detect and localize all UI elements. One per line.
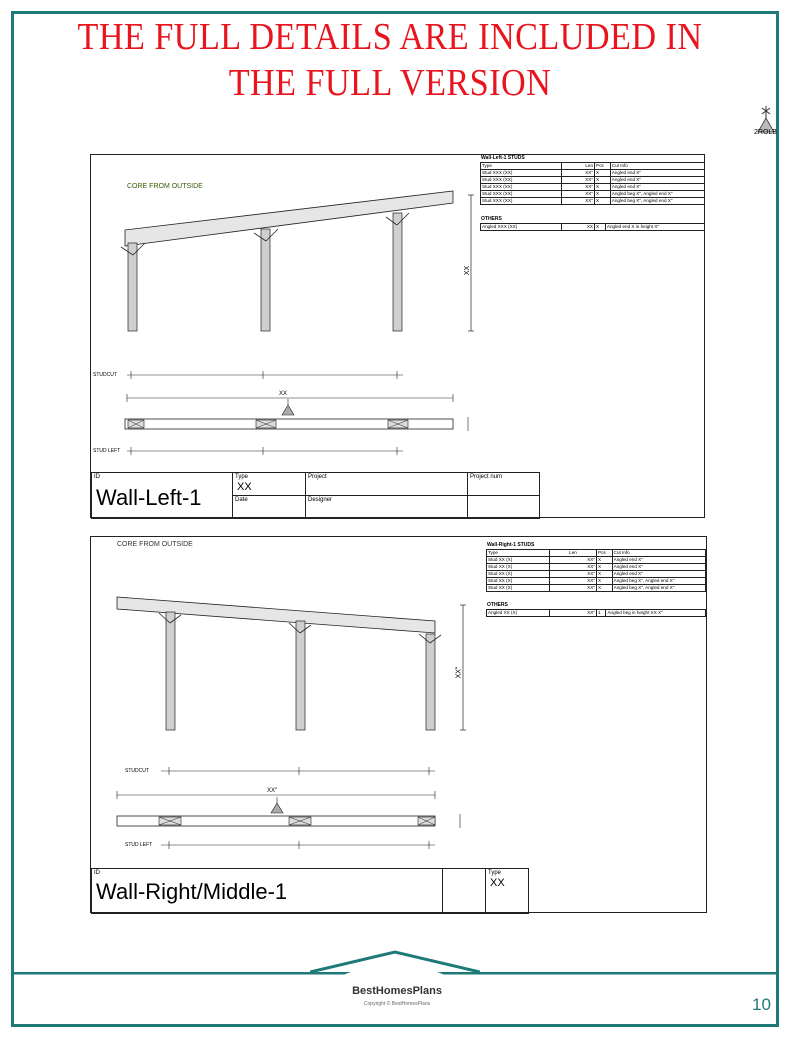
others-title: OTHERS — [481, 216, 502, 222]
cut-list-header-row — [487, 550, 706, 557]
height-dimension: XX" — [455, 666, 463, 679]
table-row — [481, 198, 705, 205]
copyright: Copyright © BestHomesPlans — [363, 1001, 431, 1007]
date-label: Date — [235, 497, 248, 503]
cell: X — [595, 224, 606, 231]
cell: Angled XXX (XX) — [481, 224, 562, 231]
title-block-id — [91, 472, 233, 519]
cell: Angled beg X", Angled end X" — [612, 578, 705, 585]
title-block-type — [485, 868, 529, 914]
cell: Stud XXX (XX) — [481, 177, 562, 184]
cell: Stud XXX (XX) — [481, 170, 562, 177]
wall-type: XX — [237, 481, 252, 493]
others-table — [480, 223, 705, 231]
cut-header-pcs: Pcs — [595, 163, 611, 170]
table-row — [487, 578, 706, 585]
cell: Angled XX (X) — [487, 610, 550, 617]
cell: XX" — [562, 191, 595, 198]
cell: X — [595, 170, 611, 177]
cell: X — [597, 585, 613, 592]
cell: Angled end X" — [610, 170, 704, 177]
wall-left-drawing — [91, 155, 706, 519]
cell: Angled end X in height X" — [605, 224, 704, 231]
cut-header-len: Len — [550, 550, 597, 557]
cut-header-type: Type — [487, 550, 550, 557]
cell: Stud XX (X) — [487, 578, 550, 585]
drawing-sheet-wall-right — [90, 536, 707, 913]
cell: Angled beg X", Angled end X" — [612, 585, 705, 592]
cut-header-type: Type — [481, 163, 562, 170]
type-label: Type — [488, 870, 502, 876]
cell: Stud XXX (XX) — [481, 198, 562, 205]
north-label: 2ROLB — [754, 129, 777, 136]
height-dimension: XX — [464, 265, 472, 276]
table-row — [487, 571, 706, 578]
title-block-date — [232, 495, 306, 519]
cut-list-title: Wall-Left-1 STUDS — [481, 155, 525, 161]
title-block-id — [91, 868, 443, 914]
wall-id: Wall-Left-1 — [96, 485, 202, 510]
cell: XX" — [550, 571, 597, 578]
table-row — [487, 564, 706, 571]
preview-banner — [75, 14, 705, 106]
cell: X — [595, 191, 611, 198]
table-row — [481, 224, 705, 231]
title-block-type — [232, 472, 306, 496]
stud-left-label: STUD LEFT — [93, 448, 121, 454]
table-row — [481, 170, 705, 177]
cell: XX" — [550, 610, 597, 617]
cell: Angled end X" — [610, 177, 704, 184]
designer-label: Designer — [308, 497, 333, 503]
page-number: 10 — [752, 995, 771, 1014]
table-row — [487, 610, 706, 617]
cell: Angled beg X", Angled end X" — [610, 191, 704, 198]
cell: Stud XX (X) — [487, 564, 550, 571]
title-block-projectnum — [467, 472, 540, 496]
banner-line-1: THE FULL DETAILS ARE INCLUDED IN — [77, 16, 703, 58]
title-block-project — [305, 472, 468, 496]
cell: Angled end X" — [612, 564, 705, 571]
cell: XX" — [562, 170, 595, 177]
cut-list-table — [486, 549, 706, 592]
studcut-label: STUDCUT — [93, 372, 117, 378]
cut-list-header-row — [481, 163, 705, 170]
footer-peak — [310, 950, 480, 976]
cut-list-table — [480, 162, 705, 205]
title-block-blank — [442, 868, 486, 914]
cut-list-title: Wall-Right-1 STUDS — [487, 542, 535, 548]
cell: Angled end X" — [612, 557, 705, 564]
wall-type: XX — [490, 877, 505, 889]
cell: Angled end X" — [610, 184, 704, 191]
project-label: Project — [308, 474, 327, 480]
brand-name: BestHomesPlans — [352, 985, 442, 997]
table-row — [487, 557, 706, 564]
title-block-empty — [467, 495, 540, 519]
wall-id: Wall-Right/Middle-1 — [96, 879, 288, 904]
studcut-label: STUDCUT — [125, 768, 149, 774]
stud-left-label: STUD LEFT — [125, 842, 153, 848]
cell: Stud XX (X) — [487, 585, 550, 592]
span-dimension: XX" — [267, 788, 278, 794]
cell: XX" — [562, 177, 595, 184]
drawing-sheet-wall-left — [90, 154, 705, 518]
cell: X — [597, 564, 613, 571]
others-title: OTHERS — [487, 602, 508, 608]
cut-header-pcs: Pcs — [597, 550, 613, 557]
id-label: ID — [94, 870, 100, 876]
type-label: Type — [235, 474, 249, 480]
projectnum-label: Project num — [470, 474, 503, 480]
cell: XX" — [550, 564, 597, 571]
table-row — [481, 184, 705, 191]
span-dimension: XX — [279, 391, 288, 397]
cell: X — [595, 184, 611, 191]
cell: Stud XXX (XX) — [481, 184, 562, 191]
cell: Stud XXX (XX) — [481, 191, 562, 198]
cell: 1 — [597, 610, 606, 617]
cell: XX" — [562, 184, 595, 191]
cell: Angled end X" — [612, 571, 705, 578]
cell: Angled beg in height XX X" — [606, 610, 706, 617]
table-row — [481, 191, 705, 198]
cell: X — [597, 571, 613, 578]
others-table — [486, 609, 706, 617]
cell: XX" — [550, 578, 597, 585]
cell: XX" — [562, 198, 595, 205]
cell: XX" — [550, 585, 597, 592]
table-row — [487, 585, 706, 592]
cut-header-info: Cut Info — [612, 550, 705, 557]
cut-header-len: Len — [562, 163, 595, 170]
table-row — [481, 177, 705, 184]
id-label: ID — [94, 474, 100, 480]
cell: X — [595, 198, 611, 205]
title-block-designer — [305, 495, 468, 519]
core-label: CORE FROM OUTSIDE — [117, 541, 193, 548]
north-arrow-icon — [752, 104, 780, 138]
cut-header-info: Cut Info — [610, 163, 704, 170]
cell: X — [595, 177, 611, 184]
cell: XX" — [550, 557, 597, 564]
banner-line-2: THE FULL VERSION — [228, 62, 552, 104]
cell: X — [597, 578, 613, 585]
cell: XX — [562, 224, 595, 231]
wall-right-drawing — [91, 537, 708, 914]
cell: Angled beg X", Angled end X" — [610, 198, 704, 205]
cell: Stud XX (X) — [487, 571, 550, 578]
cell: X — [597, 557, 613, 564]
cell: Stud XX (X) — [487, 557, 550, 564]
core-label: CORE FROM OUTSIDE — [127, 183, 203, 190]
